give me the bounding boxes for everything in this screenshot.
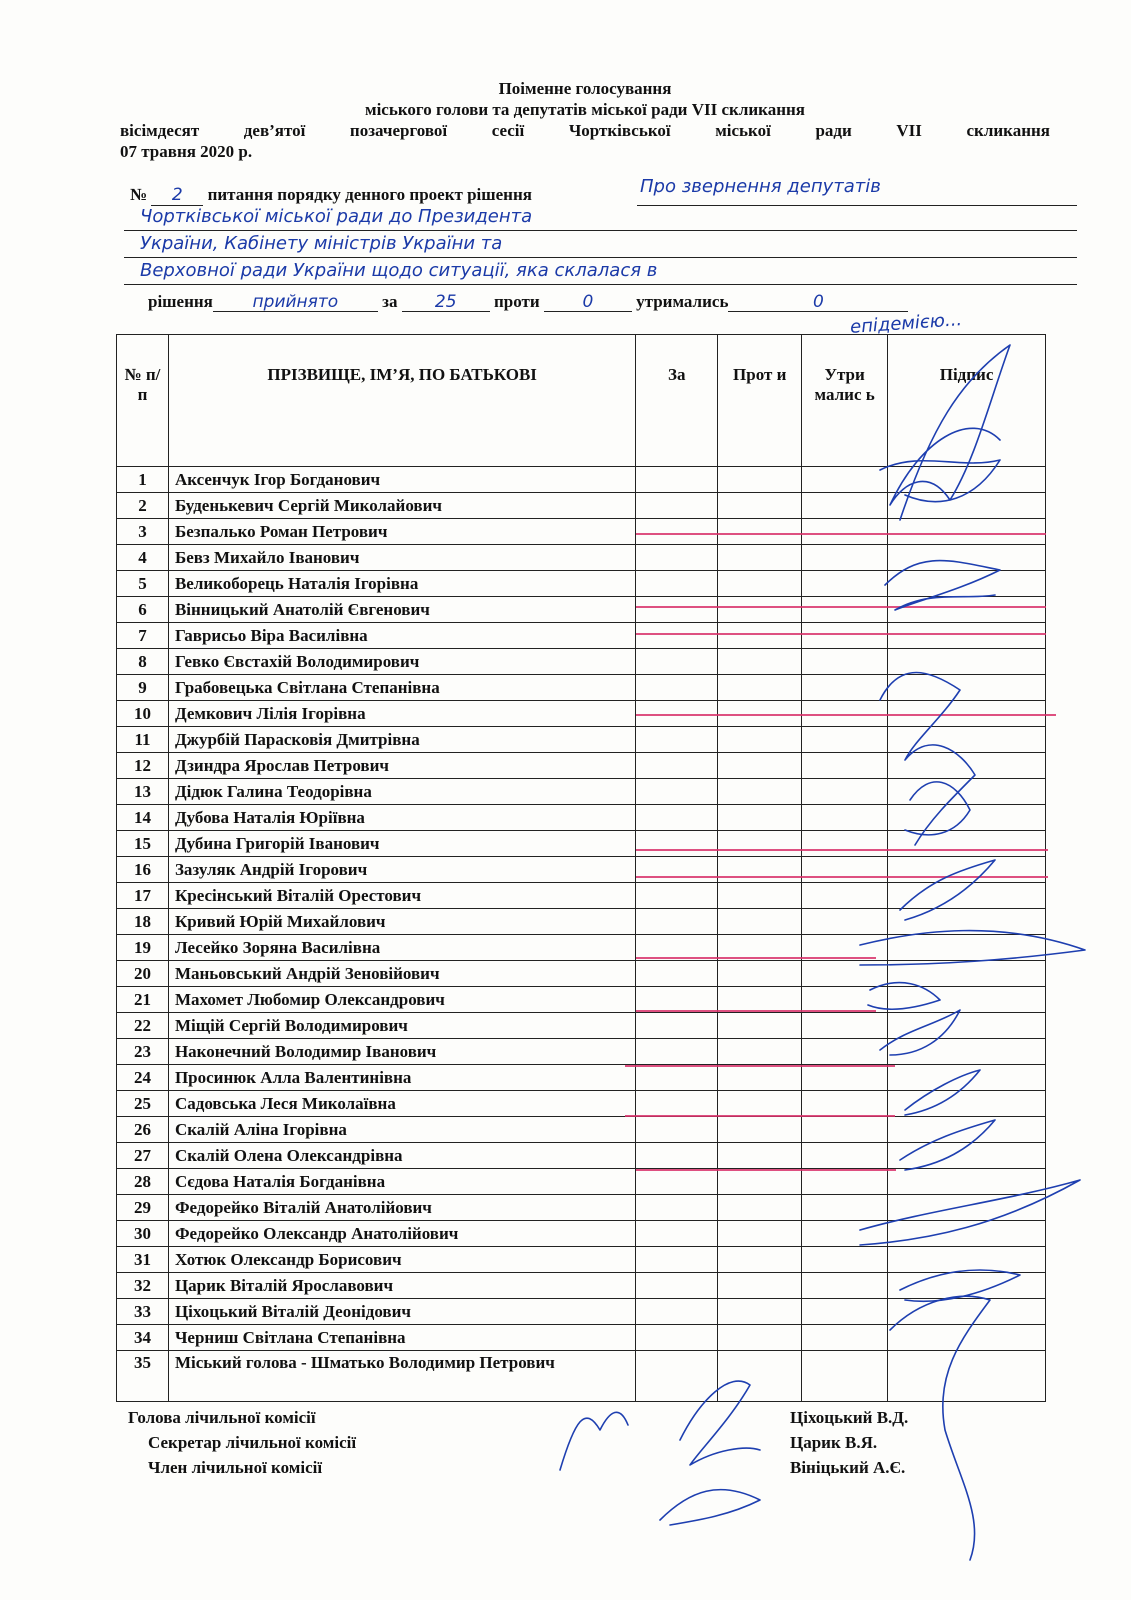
- row-name: Великоборець Наталія Ігорівна: [168, 571, 635, 597]
- col-header-number: № п/п: [117, 335, 169, 467]
- signature-stroke: [660, 1490, 760, 1525]
- row-name: Ціхоцький Віталій Деонідович: [168, 1299, 635, 1325]
- signature-stroke: [680, 1381, 760, 1465]
- row-number: 28: [117, 1169, 169, 1195]
- row-name: Просинюк Алла Валентинівна: [168, 1065, 635, 1091]
- agenda-handwritten-line-2: Чортківської міської ради до Президента: [140, 206, 533, 227]
- signature-stroke: [890, 345, 1010, 520]
- signature-stroke: [880, 1010, 960, 1055]
- row-number: 20: [117, 961, 169, 987]
- row-number: 17: [117, 883, 169, 909]
- signature-stroke: [860, 931, 1085, 965]
- row-number: 25: [117, 1091, 169, 1117]
- row-number: 6: [117, 597, 169, 623]
- member-label: Член лічильної комісії: [148, 1458, 323, 1477]
- col-header-for: За: [636, 335, 718, 467]
- row-number: 18: [117, 909, 169, 935]
- row-name: Міський голова - Шматько Володимир Петрович: [168, 1351, 635, 1402]
- row-number: 4: [117, 545, 169, 571]
- row-name: Аксенчук Ігор Богданович: [168, 467, 635, 493]
- row-number: 9: [117, 675, 169, 701]
- signature-stroke: [880, 673, 975, 846]
- agenda-handwritten-line-1: Про звернення депутатів: [640, 176, 881, 197]
- against-value: 0: [544, 293, 632, 312]
- decision-value: прийнято: [213, 293, 378, 312]
- row-number: 31: [117, 1247, 169, 1273]
- row-number: 30: [117, 1221, 169, 1247]
- row-number: 29: [117, 1195, 169, 1221]
- agenda-handwritten-line-3: України, Кабінету міністрів України та: [140, 233, 503, 254]
- row-name: Скалій Аліна Ігорівна: [168, 1117, 635, 1143]
- row-number: 5: [117, 571, 169, 597]
- signature-stroke: [905, 1070, 980, 1115]
- row-name: Хотюк Олександр Борисович: [168, 1247, 635, 1273]
- row-name: Грабовецька Світлана Степанівна: [168, 675, 635, 701]
- row-number: 3: [117, 519, 169, 545]
- row-number: 1: [117, 467, 169, 493]
- row-number: 2: [117, 493, 169, 519]
- signature-stroke: [900, 1120, 995, 1170]
- row-number: 35: [117, 1351, 169, 1402]
- row-number: 7: [117, 623, 169, 649]
- member-name: Вініцький А.Є.: [790, 1458, 906, 1477]
- signature-stroke: [885, 561, 1000, 610]
- row-name: Кресінський Віталій Орестович: [168, 883, 635, 909]
- row-number: 19: [117, 935, 169, 961]
- row-name: Демкович Лілія Ігорівна: [168, 701, 635, 727]
- row-name: Лесейко Зоряна Василівна: [168, 935, 635, 961]
- row-number: 13: [117, 779, 169, 805]
- col-header-abstain: Утри малис ь: [802, 335, 888, 467]
- session-date: 07 травня 2020 р.: [120, 142, 253, 161]
- decision-label: рішення: [148, 292, 213, 311]
- row-number: 12: [117, 753, 169, 779]
- chair-name: Ціхоцький В.Д.: [790, 1408, 909, 1427]
- agenda-handwritten-line-4: Верховної ради України щодо ситуації, яка склалася в: [140, 260, 658, 281]
- signature-stroke: [890, 1296, 990, 1560]
- row-name: Дідюк Галина Теодорівна: [168, 779, 635, 805]
- signature-stroke: [900, 860, 995, 920]
- row-number: 15: [117, 831, 169, 857]
- row-number: 23: [117, 1039, 169, 1065]
- row-name: Садовська Леся Миколаївна: [168, 1091, 635, 1117]
- row-name: Дзиндра Ярослав Петрович: [168, 753, 635, 779]
- row-name: Маньовський Андрій Зеновійович: [168, 961, 635, 987]
- row-name: Міщій Сергій Володимирович: [168, 1013, 635, 1039]
- signature-stroke: [560, 1412, 628, 1470]
- handwritten-note: епідемією...: [849, 309, 963, 338]
- signature-stroke: [860, 1180, 1080, 1245]
- row-name: Гевко Євстахій Володимирович: [168, 649, 635, 675]
- row-number: 21: [117, 987, 169, 1013]
- secretary-name: Царик В.Я.: [790, 1433, 878, 1452]
- question-number-value: 2: [151, 185, 203, 206]
- for-value: 25: [402, 293, 490, 312]
- row-number: 26: [117, 1117, 169, 1143]
- row-number: 32: [117, 1273, 169, 1299]
- agenda-label: питання порядку денного проект рішення: [207, 185, 532, 204]
- session-line: вісімдесят дев’ятої позачергової сесії Чортківської міської ради VII скликання: [120, 121, 1050, 140]
- chair-label: Голова лічильної комісії: [128, 1408, 316, 1427]
- document-title: Поіменне голосування: [498, 79, 672, 98]
- row-number: 34: [117, 1325, 169, 1351]
- row-number: 16: [117, 857, 169, 883]
- row-name: Вінницький Анатолій Євгенович: [168, 597, 635, 623]
- secretary-label: Секретар лічильної комісії: [148, 1433, 357, 1452]
- row-name: Дубова Наталія Юріївна: [168, 805, 635, 831]
- row-number: 24: [117, 1065, 169, 1091]
- col-header-against: Прот и: [718, 335, 802, 467]
- row-name: Кривий Юрій Михайлович: [168, 909, 635, 935]
- abstain-value: 0: [728, 293, 908, 312]
- row-number: 10: [117, 701, 169, 727]
- row-name: Скалій Олена Олександрівна: [168, 1143, 635, 1169]
- row-name: Зазуляк Андрій Ігорович: [168, 857, 635, 883]
- row-number: 27: [117, 1143, 169, 1169]
- row-number: 14: [117, 805, 169, 831]
- for-label: за: [382, 292, 398, 311]
- row-name: Гаврисьо Віра Василівна: [168, 623, 635, 649]
- row-name: Буденькевич Сергій Миколайович: [168, 493, 635, 519]
- row-name: Джурбій Парасковія Дмитрівна: [168, 727, 635, 753]
- signature-stroke: [868, 983, 940, 1010]
- row-name: Наконечний Володимир Іванович: [168, 1039, 635, 1065]
- col-header-name: ПРІЗВИЩЕ, ІМ’Я, ПО БАТЬКОВІ: [168, 335, 635, 467]
- row-name: Федорейко Олександр Анатолійович: [168, 1221, 635, 1247]
- row-name: Махомет Любомир Олександрович: [168, 987, 635, 1013]
- row-name: Царик Віталій Ярославович: [168, 1273, 635, 1299]
- row-number: 8: [117, 649, 169, 675]
- row-name: Черниш Світлана Степанівна: [168, 1325, 635, 1351]
- row-name: Федорейко Віталій Анатолійович: [168, 1195, 635, 1221]
- row-number: 11: [117, 727, 169, 753]
- row-name: Сєдова Наталія Богданівна: [168, 1169, 635, 1195]
- question-number-label: №: [130, 185, 148, 204]
- row-name: Дубина Григорій Іванович: [168, 831, 635, 857]
- row-number: 22: [117, 1013, 169, 1039]
- signature-stroke: [880, 460, 1000, 502]
- col-header-signature: Підпис: [888, 335, 1046, 467]
- document-subtitle: міського голови та депутатів міської ради VII скликання: [365, 100, 805, 119]
- against-label: проти: [493, 292, 540, 311]
- abstain-label: утримались: [636, 292, 729, 311]
- row-name: Бевз Михайло Іванович: [168, 545, 635, 571]
- row-number: 33: [117, 1299, 169, 1325]
- row-name: Безпалько Роман Петрович: [168, 519, 635, 545]
